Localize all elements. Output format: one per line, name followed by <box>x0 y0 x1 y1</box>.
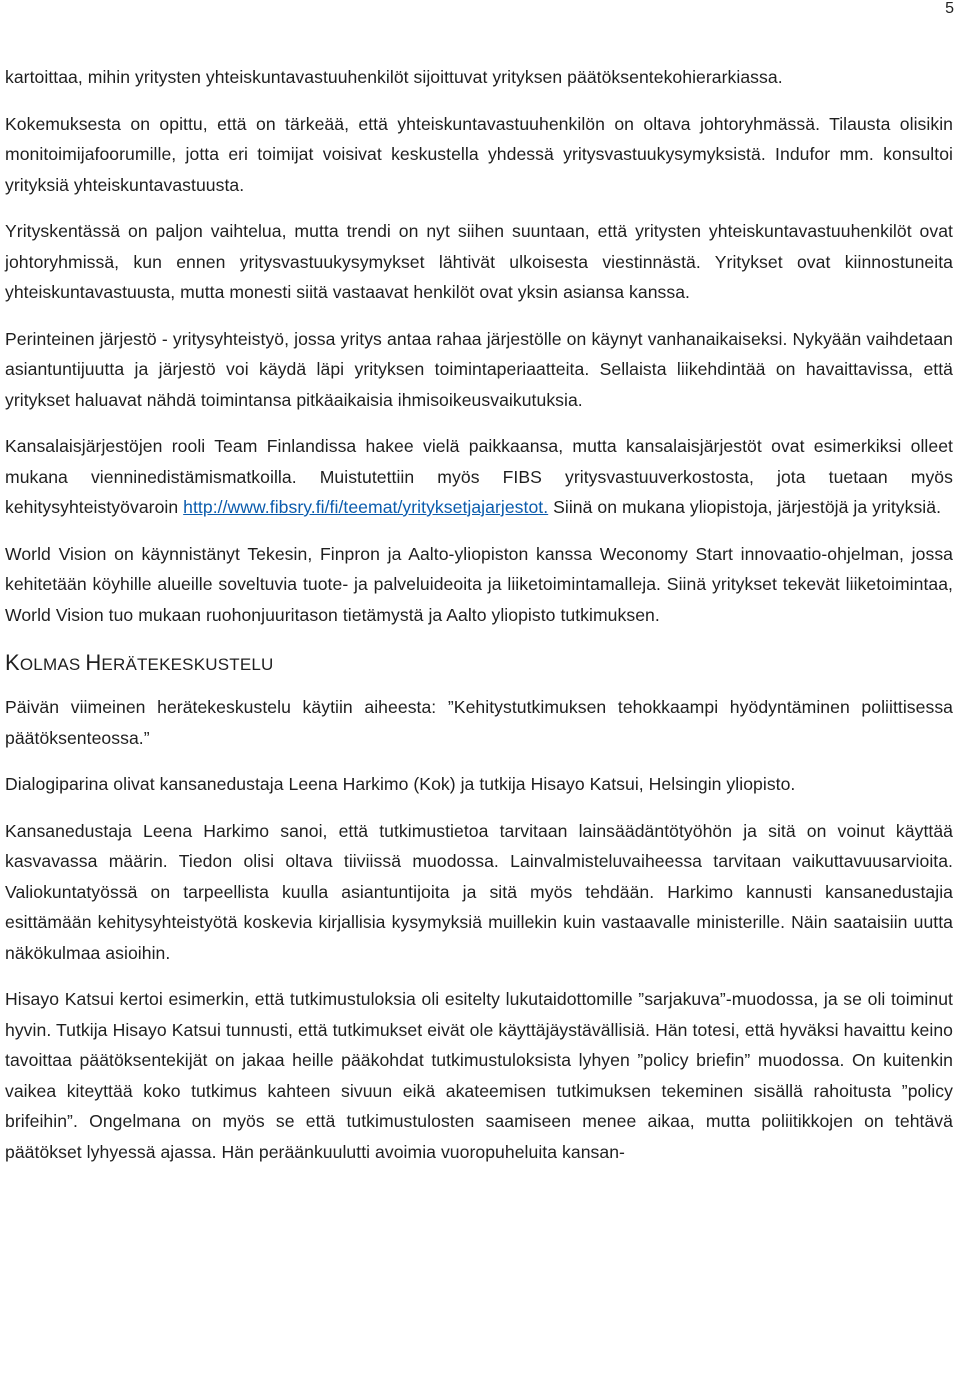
paragraph: kartoittaa, mihin yritysten yhteiskuntavastuuhenkilöt sijoittuvat yrityksen päätöksentekohierarkiassa. <box>5 67 783 87</box>
fibs-link[interactable]: http://www.fibsry.fi/fi/teemat/yrityksetjajarjestot. <box>183 497 549 517</box>
section-heading: KOLMAS HERÄTEKESKUSTELU <box>5 650 274 675</box>
paragraph: Hisayo Katsui kertoi esimerkin, että tutkimustuloksia oli esitelty lukutaidottomille ”sarjakuva”-muodossa, ja se oli toiminut hyvin. Tutkija Hisayo Katsui tunnusti, että tutkimukset eivät ole käyttäjäystävällisiä. Hän totesi, että hyväksi havaittu keino tavoittaa päätöksentekijät on jakaa heille pääkohdat tutkimustuloksista lyhyen ”policy briefin” muodossa. On kuitenkin vaikea kiteyttää koko tutkimus kahteen sivuun eikä akateemisen tutkimuksen tekeminen sisällä rahoitusta ”policy brifeihin”. Ongelmana on myös se että tutkimustulosten saamiseen menee aikaa, mutta poliitikkojen on tehtävä päätökset lyhyessä ajassa. Hän peräänkuulutti avoimia vuoropuheluita kansan- <box>5 989 953 1162</box>
paragraph-with-link <box>5 431 953 523</box>
paragraph: Perinteinen järjestö - yritysyhteistyö, jossa yritys antaa rahaa järjestölle on käynyt vanhanaikaiseksi. Nykyään vaihdetaan asiantuntijuutta ja järjestö voi käydä läpi yrityksen toimintaperiaatteita. Sellaista liikehdintää on havaittavissa, että yritykset haluavat nähdä toimintansa pitkäaikaisia ihmisoikeusvaikutuksia. <box>5 328 953 410</box>
paragraph: World Vision on käynnistänyt Tekesin, Finpron ja Aalto-yliopiston kanssa Weconomy Start innovaatio-ohjelman, jossa kehitetään köyhille alueille soveltuvia tuote- ja palveluideoita ja liiketoimintamalleja. Siinä yritykset tekevät liiketoimintaa, World Vision tuo mukaan ruohonjuuritason tietämystä ja Aalto yliopisto tutkimuksen. <box>5 543 953 625</box>
paragraph: Dialogiparina olivat kansanedustaja Leena Harkimo (Kok) ja tutkija Hisayo Katsui, Helsingin yliopisto. <box>5 774 796 794</box>
document-body <box>5 62 953 1183</box>
paragraph: Päivän viimeinen herätekeskustelu käytiin aiheesta: ”Kehitystutkimuksen tehokkaampi hyödyntäminen poliittisessa päätöksenteossa.” <box>5 697 953 748</box>
paragraph: Kokemuksesta on opittu, että on tärkeää, että yhteiskuntavastuuhenkilön on oltava johtoryhmässä. Tilausta olisikin monitoimijafoorumille, jotta eri toimijat voisivat keskustella yhdessä yritysvastuukysymyksistä. Indufor mm. konsultoi yrityksiä yhteiskuntavastuusta. <box>5 113 953 195</box>
page-number: 5 <box>945 0 954 17</box>
paragraph: Yrityskentässä on paljon vaihtelua, mutta trendi on nyt siihen suuntaan, että yritysten yhteiskuntavastuuhenkilöt ovat johtoryhmissä, kun ennen yritysvastuukysymykset lähtivät ulkoisesta viestinnästä. Yritykset ovat kiinnostuneita yhteiskuntavastuusta, mutta monesti siitä vastaavat henkilöt ovat yksin asiansa kanssa. <box>5 221 953 302</box>
paragraph-text: Siinä on mukana yliopistoja, järjestöjä ja yrityksiä. <box>548 497 942 517</box>
paragraph: Kansanedustaja Leena Harkimo sanoi, että tutkimustietoa tarvitaan lainsäädäntötyöhön ja sitä on voinut käyttää kasvavassa määrin. Tiedon olisi oltava tiiviissä muodossa. Lainvalmisteluvaiheessa tarvitaan vaikuttavuusarvioita. Valiokuntatyössä on tarpeellista kuulla asiantuntijoita ja sitä myös tehdään. Harkimo kannusti kansanedustajia esittämään kehitysyhteistyötä koskevia kirjallisia kysymyksiä muillekin kuin vastaavalle ministerille. Näin saataisiin uutta näkökulmaa asioihin. <box>5 820 953 963</box>
paragraph-text: Kansalaisjärjestöjen rooli Team Finlandissa hakee vielä paikkaansa, mutta kansalaisjärjestöt ovat esimerkiksi olleet mukana vienninedistämismatkoilla. Muistutettiin myös FIBS yritysvastuuverkostosta, jota tuetaan myös kehitysyhteistyövaroin <box>5 436 953 517</box>
